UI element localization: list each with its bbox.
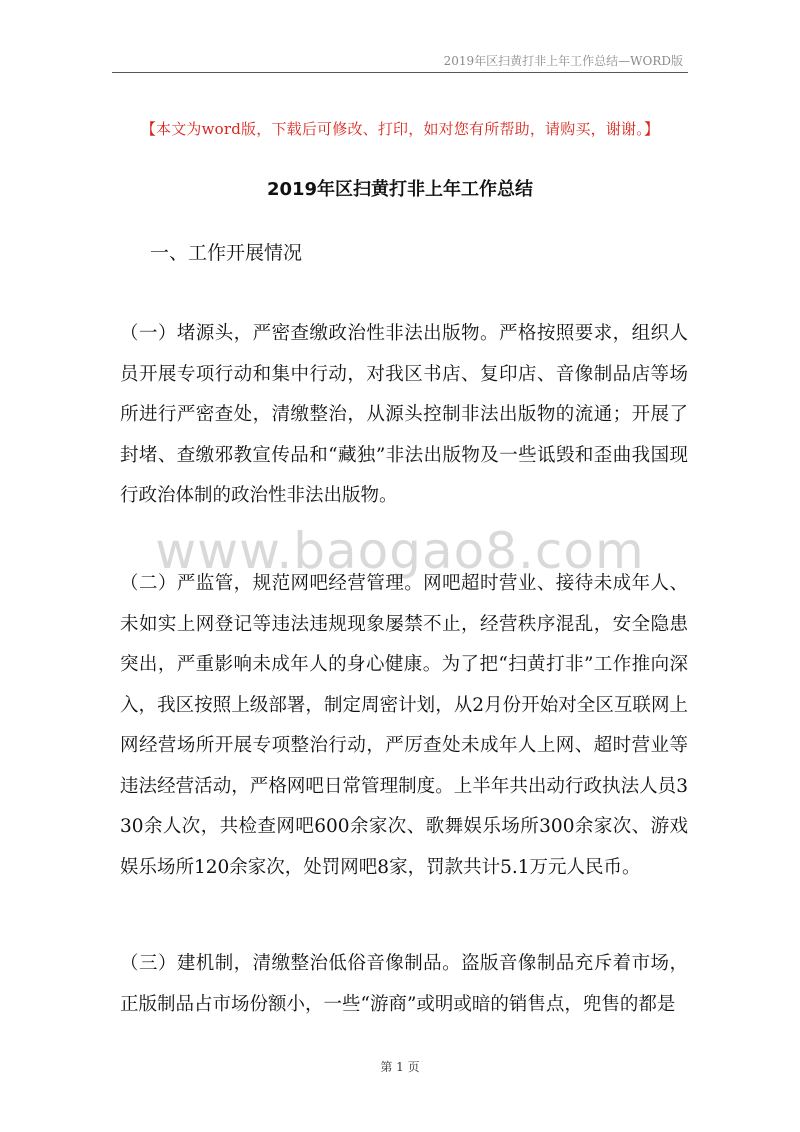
page-number: 第 1 页 [380,1060,420,1074]
document-title: 2019年区扫黄打非上年工作总结 [266,179,534,200]
purchase-notice: 【本文为word版，下载后可修改、打印，如对您有所帮助，请购买，谢谢。】 [140,120,660,138]
paragraph-1: （一）堵源头，严密查缴政治性非法出版物。严格按照要求，组织人员开展专项行动和集中行动，对我区书店、复印店、音像制品店等场所进行严密查处，清缴整治，从源头控制非法出版物的流通；开展了封堵、查缴邪教宣传品和“藏独”非法出版物及一些诋毁和歪曲我国现行政治体制的政治性非法出版物。 [120,323,688,506]
watermark: www.baogao8.com [155,522,645,580]
paragraph-2: （二）严监管，规范网吧经营管理。网吧超时营业、接待未成年人、未如实上网登记等违法违规现象屡禁不止，经营秩序混乱，安全隐患突出，严重影响未成年人的身心健康。为了把“扫黄打非”工作推向深入，我区按照上级部署，制定周密计划，从2月份开始对全区互联网上网经营场所开展专项整治行动，严厉查处未成年人上网、超时营业等违法经营活动，严格网吧日常管理制度。上半年共出动行政执法人员330余人次，共检查网吧600余家次、歌舞娱乐场所300余家次、游戏娱乐场所120余家次，处罚网吧8家，罚款共计5.1万元人民币。 [120,573,688,878]
header-rule [112,72,688,73]
section-heading: 一、工作开展情况 [150,242,303,264]
paragraph-3: （三）建机制，清缴整治低俗音像制品。盗版音像制品充斥着市场，正版制品占市场份额小，一些“游商”或明或暗的销售点，兜售的都是 [120,953,688,1015]
running-header: 2019年区扫黄打非上年工作总结—WORD版 [443,54,683,68]
